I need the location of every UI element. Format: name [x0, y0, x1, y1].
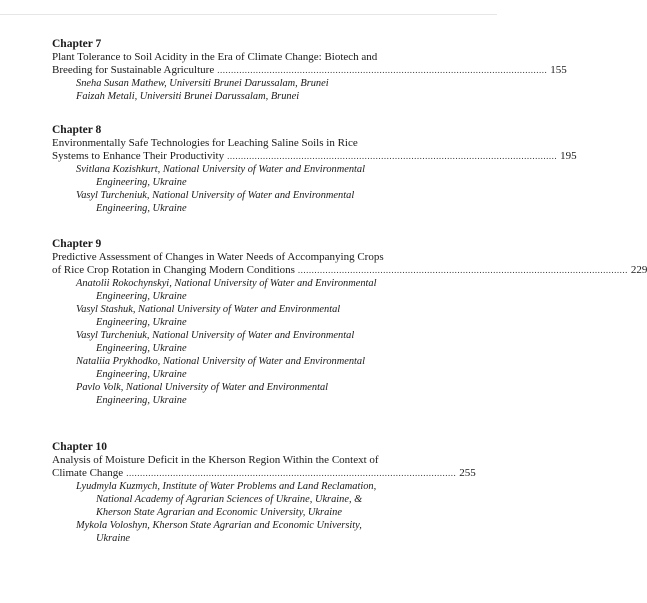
chapter-entry	[52, 238, 647, 407]
author-line: Nataliia Prykhodko, National University of Water and Environmental	[76, 356, 365, 368]
dot-leader: ........................................................................................................................	[126, 468, 457, 479]
author-line: Vasyl Stashuk, National University of Water and Environmental	[76, 304, 341, 316]
chapter-title-line: of Rice Crop Rotation in Changing Modern Conditions	[52, 264, 295, 277]
chapter-title-line: Climate Change	[52, 467, 124, 480]
dot-leader: ........................................................................................................................	[217, 65, 548, 76]
page-number: 255	[459, 467, 476, 480]
chapter-title-line: Predictive Assessment of Changes in Water Needs of Accompanying Crops	[52, 251, 384, 263]
chapter-label: Chapter 7	[52, 38, 102, 50]
author-affiliation-line: Engineering, Ukraine	[96, 291, 187, 303]
page-number: 229	[630, 264, 647, 277]
author-affiliation-line: Engineering, Ukraine	[96, 177, 187, 189]
author-line: Faizah Metali, Universiti Brunei Darussalam, Brunei	[76, 91, 300, 103]
chapter-title-with-page[interactable]	[52, 467, 476, 480]
author-line: Mykola Voloshyn, Kherson State Agrarian and Economic University,	[76, 520, 362, 532]
page-number: 155	[550, 64, 567, 77]
author-affiliation-line: Engineering, Ukraine	[96, 369, 187, 381]
chapter-label: Chapter 9	[52, 238, 102, 250]
author-affiliation-line: National Academy of Agrarian Sciences of Ukraine, Ukraine, &	[96, 494, 363, 506]
dot-leader: ........................................................................................................................	[227, 151, 558, 162]
author-affiliation-line: Engineering, Ukraine	[96, 317, 187, 329]
author-line: Svitlana Kozishkurt, National University of Water and Environmental	[76, 164, 365, 176]
chapter-title-with-page[interactable]	[52, 150, 577, 163]
author-affiliation-line: Engineering, Ukraine	[96, 343, 187, 355]
author-affiliation-line: Kherson State Agrarian and Economic University, Ukraine	[96, 507, 342, 519]
chapter-entry	[52, 38, 567, 103]
author-line: Vasyl Turcheniuk, National University of Water and Environmental	[76, 330, 355, 342]
author-affiliation-line: Engineering, Ukraine	[96, 203, 187, 215]
author-line: Anatolii Rokochynskyi, National University of Water and Environmental	[76, 278, 377, 290]
author-affiliation-line: Engineering, Ukraine	[96, 395, 187, 407]
chapter-title-line: Breeding for Sustainable Agriculture	[52, 64, 215, 77]
author-line: Pavlo Volk, National University of Water and Environmental	[76, 382, 329, 394]
chapter-title-with-page[interactable]	[52, 264, 647, 277]
chapter-entry	[52, 441, 476, 545]
chapter-title-line: Systems to Enhance Their Productivity	[52, 150, 225, 163]
chapter-title-line: Plant Tolerance to Soil Acidity in the Era of Climate Change: Biotech and	[52, 51, 378, 63]
page-number: 195	[560, 150, 577, 163]
chapter-title-with-page[interactable]	[52, 64, 567, 77]
chapter-title-line: Analysis of Moisture Deficit in the Kherson Region Within the Context of	[52, 454, 379, 466]
author-affiliation-line: Ukraine	[96, 533, 131, 545]
author-line: Vasyl Turcheniuk, National University of Water and Environmental	[76, 190, 355, 202]
chapter-entry	[52, 124, 577, 215]
author-line: Sneha Susan Mathew, Universiti Brunei Darussalam, Brunei	[76, 78, 329, 90]
chapter-label: Chapter 8	[52, 124, 102, 136]
chapter-label: Chapter 10	[52, 441, 108, 453]
dot-leader: ........................................................................................................................	[297, 265, 628, 276]
author-line: Lyudmyla Kuzmych, Institute of Water Problems and Land Reclamation,	[76, 481, 377, 493]
chapter-title-line: Environmentally Safe Technologies for Leaching Saline Soils in Rice	[52, 137, 358, 149]
